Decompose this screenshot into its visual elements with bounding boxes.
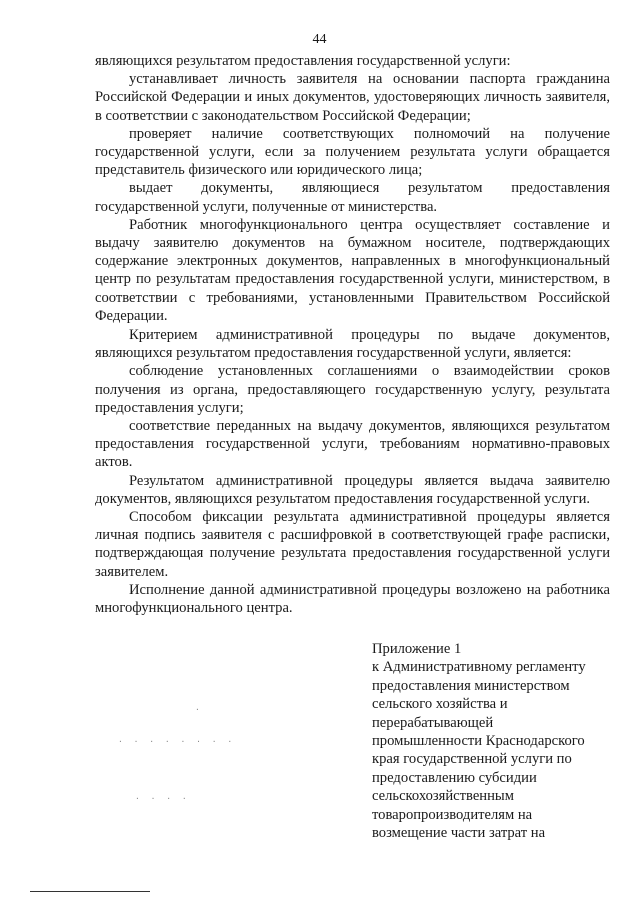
appendix-line: возмещение части затрат на (372, 825, 546, 842)
footnote-divider (30, 891, 150, 892)
paragraph: Критерием административной процедуры по выдаче документов, являющихся результатом предоставления государственной услуги, является: (95, 327, 610, 362)
paragraph: устанавливает личность заявителя на основании паспорта гражданина Российской Федерации и иных документов, удостоверяющих личность заявителя, в соответствии с законодательством Российской Федерации; (95, 71, 610, 124)
appendix-line: предоставления министерством (372, 677, 570, 694)
paragraph: Работник многофункционального центра осуществляет составление и выдачу заявителю документов на бумажном носителе, подтверждающих содержание электронных документов, направленных в многофункциональный центр по результатам предоставления государственной услуги, министерством, в соответствии с требованиями, установленными Правительством Российской Федерации. (95, 216, 610, 324)
paragraph: соблюдение установленных соглашениями о взаимодействии сроков получения из органа, предоставляющего государственную услугу, результата предоставления услуги; (95, 363, 610, 416)
paragraph: Исполнение данной административной процедуры возложено на работника многофункционального центра. (95, 581, 610, 617)
appendix-line: промышленности Краснодарского (372, 733, 585, 750)
scan-speck: · · · · · · · · (118, 737, 236, 746)
appendix-line: края государственной услуги по (372, 751, 572, 768)
document-body (95, 52, 610, 617)
appendix-line: сельского хозяйства и (372, 696, 508, 713)
scan-speck: · · · · (135, 794, 190, 803)
paragraph: проверяет наличие соответствующих полномочий на получение государственной услуги, если за получением результата услуги обращается представитель физического или юридического лица; (95, 125, 610, 179)
paragraph: соответствие переданных на выдачу документов, являющихся результатом предоставления государственной услуги, требованиям нормативно-правовых актов. (95, 418, 610, 471)
appendix-line: предоставлению субсидии (372, 769, 537, 786)
scan-speck: · (195, 705, 203, 714)
paragraph: Результатом административной процедуры является выдача заявителю документов, являющихся результатом предоставления государственной услуги. (95, 472, 610, 507)
paragraph: выдает документы, являющиеся результатом предоставления государственной услуги, полученные от министерства. (95, 180, 610, 215)
appendix-line: Приложение 1 (372, 641, 462, 657)
appendix-line: к Административному регламенту (372, 659, 586, 676)
appendix-header (372, 640, 617, 842)
appendix-line: товаропроизводителям на (372, 806, 533, 823)
page-number: 44 (312, 32, 327, 47)
appendix-line: сельскохозяйственным (372, 788, 514, 805)
appendix-line: перерабатывающей (372, 714, 494, 731)
paragraph: Способом фиксации результата административной процедуры является личная подпись заявителя с расшифровкой в соответствующей графе расписки, подтверждающая получение результата предоставления государственной услуги заявителем. (95, 509, 610, 580)
paragraph: являющихся результатом предоставления государственной услуги: (95, 53, 511, 69)
